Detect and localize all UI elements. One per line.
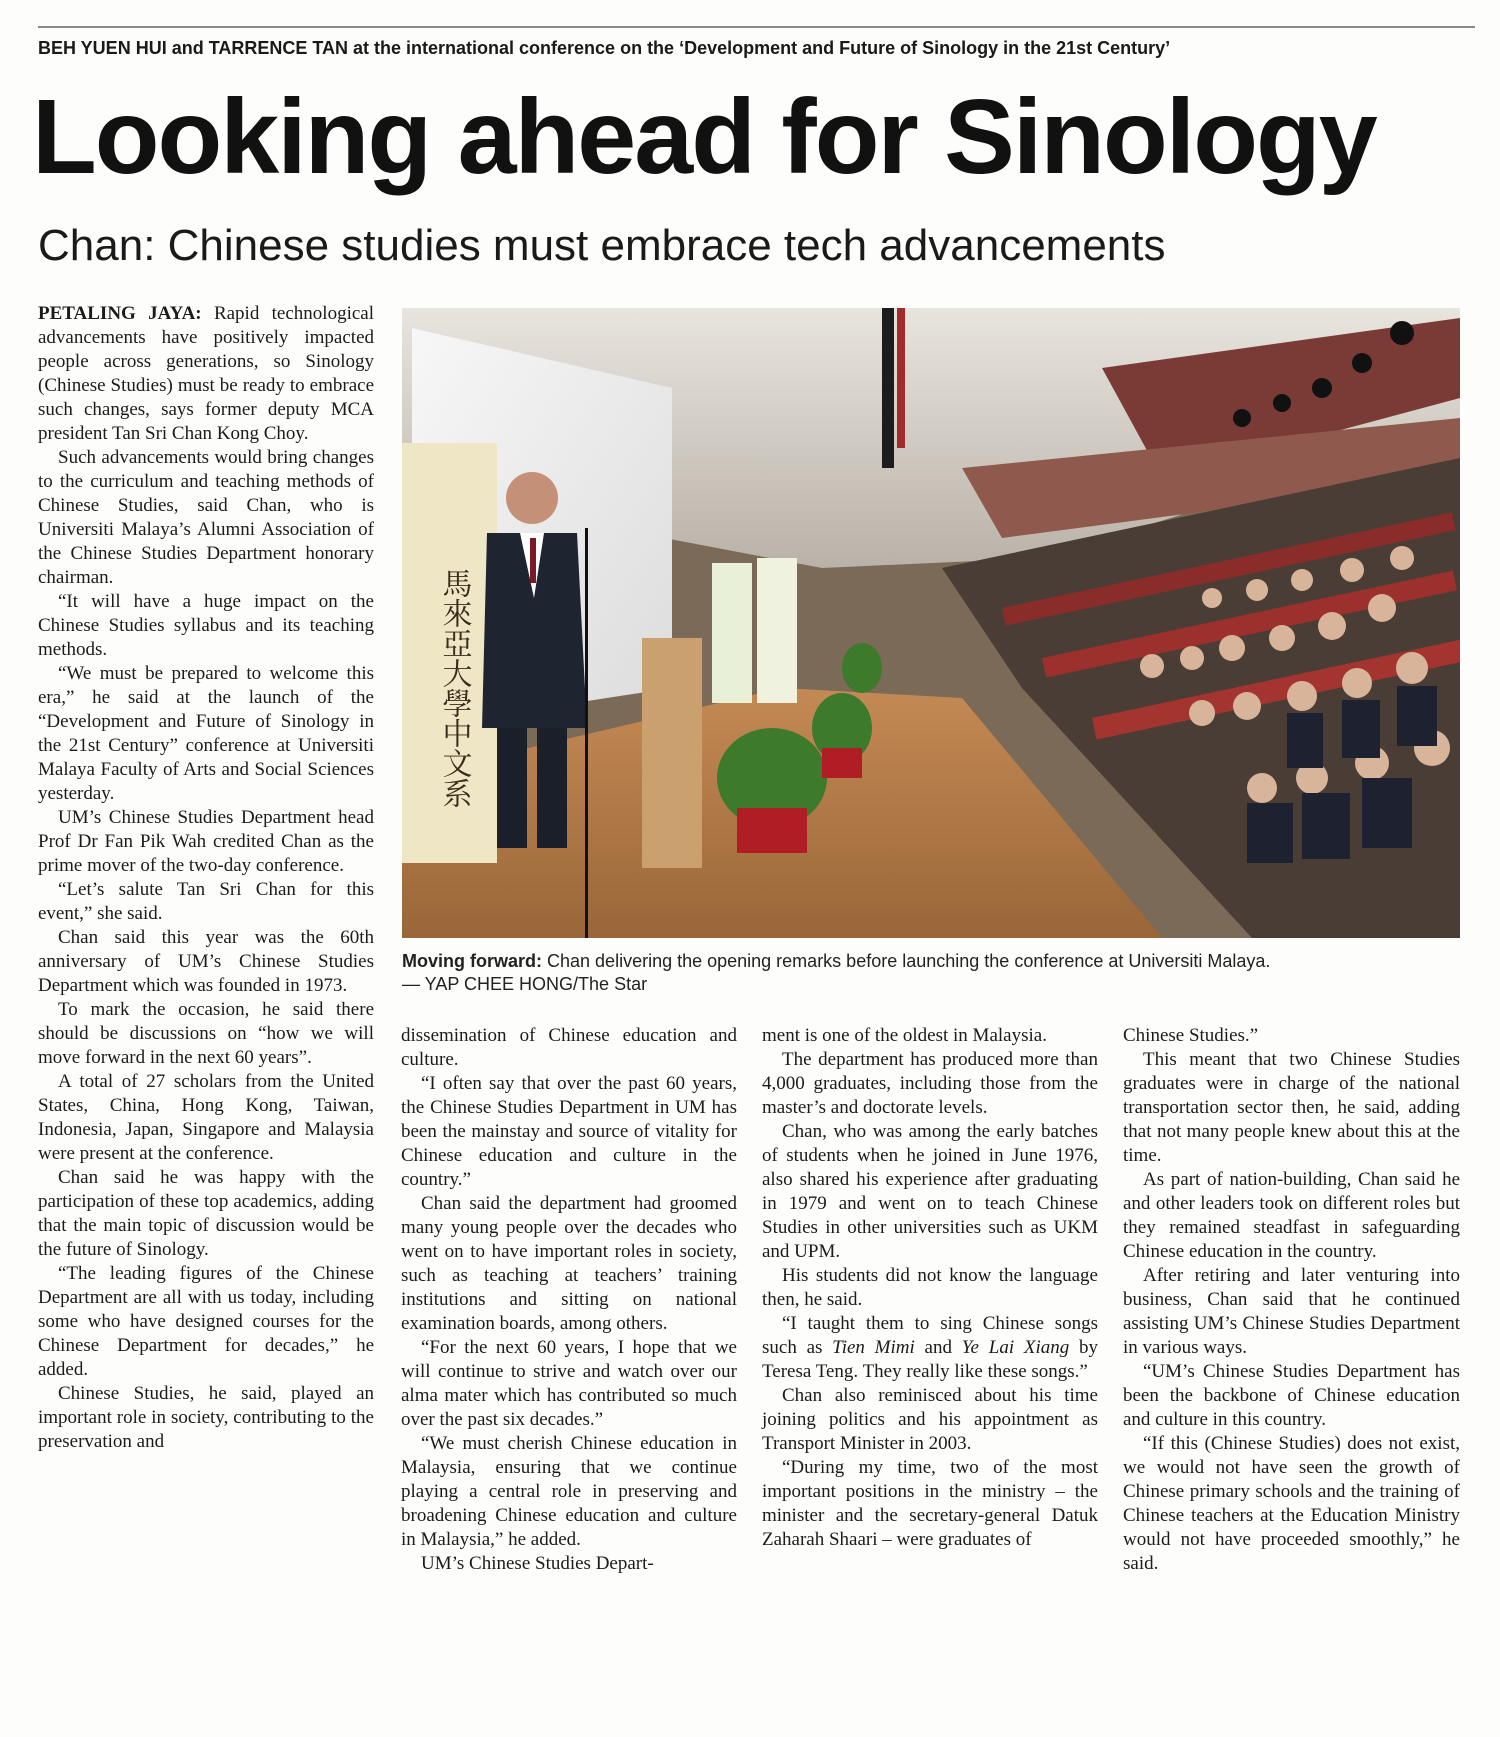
dateline: PETALING JAYA: xyxy=(38,303,202,324)
song-title: Ye Lai Xiang xyxy=(961,1337,1070,1358)
subheadline: Chan: Chinese studies must embrace tech advancements xyxy=(38,221,1166,270)
paragraph-text: Rapid technological advancements have positively impacted people across generations, so Sinology (Chinese Studies) must be ready to embrace such changes, says former deputy MCA president Tan Sri Chan Kong Choy. xyxy=(38,303,374,444)
paragraph: ment is one of the oldest in Malaysia. xyxy=(762,1025,1047,1046)
caption-lead: Moving forward: xyxy=(402,951,542,971)
song-title: Tien Mimi xyxy=(832,1337,915,1358)
paragraph: UM’s Chinese Studies Depart- xyxy=(421,1553,654,1574)
paragraph: “Let’s salute Tan Sri Chan for this event,” she said. xyxy=(38,879,374,924)
paragraph: “We must be prepared to welcome this era,” he said at the launch of the “Development and Future of Sinology in the 21st Century” conference at Universiti Malaya Faculty of Arts and Social Sciences yesterday. xyxy=(38,663,374,804)
paragraph: After retiring and later venturing into business, Chan said that he continued assisting UM’s Chinese Studies Department in various ways. xyxy=(1123,1265,1460,1358)
paragraph: “For the next 60 years, I hope that we will continue to strive and watch over our alma mater which has contributed so much over the past six decades.” xyxy=(401,1337,737,1430)
paragraph xyxy=(38,302,374,446)
paragraph-text: “I taught them to sing Chinese songs such as xyxy=(762,1313,1098,1358)
top-rule xyxy=(38,26,1475,28)
paragraph: To mark the occasion, he said there should be discussions on “how we will move forward in the next 60 years”. xyxy=(38,999,374,1068)
paragraph: Chan, who was among the early batches of students when he joined in June 1976, also shared his experience after graduating in 1979 and went on to teach Chinese Studies in other universities such as UKM and UPM. xyxy=(762,1121,1098,1262)
paragraph: Chan also reminisced about his time joining politics and his appointment as Transport Minister in 2003. xyxy=(762,1385,1098,1454)
paragraph: As part of nation-building, Chan said he and other leaders took on different roles but they remained steadfast in safeguarding Chinese education in the country. xyxy=(1123,1169,1460,1262)
paragraph: Chan said he was happy with the participation of these top academics, adding that the main topic of discussion would be the future of Sinology. xyxy=(38,1167,374,1260)
paragraph: Chinese Studies.” xyxy=(1123,1025,1259,1046)
paragraph: This meant that two Chinese Studies graduates were in charge of the national transportation sector then, he said, adding that not many people knew about this at the time. xyxy=(1123,1049,1460,1166)
article-column-3 xyxy=(762,1024,1098,1552)
paragraph: “It will have a huge impact on the Chinese Studies syllabus and its teaching methods. xyxy=(38,591,374,660)
photo-credit: — YAP CHEE HONG/The Star xyxy=(402,974,648,994)
paragraph-text: and xyxy=(914,1337,962,1358)
paragraph: Chinese Studies, he said, played an important role in society, contributing to the preservation and xyxy=(38,1383,374,1452)
paragraph-text: by Teresa Teng. They really like these songs.” xyxy=(762,1337,1099,1382)
caption-text: Chan delivering the opening remarks before launching the conference at Universiti Malaya. xyxy=(547,951,1271,971)
paragraph: UM’s Chinese Studies Department head Prof Dr Fan Pik Wah credited Chan as the prime mover of the two-day conference. xyxy=(38,807,374,876)
paragraph: The department has produced more than 4,000 graduates, including those from the master’s and doctorate levels. xyxy=(762,1049,1098,1118)
article-column-1 xyxy=(38,302,374,1454)
paragraph xyxy=(762,1312,1098,1384)
byline: BEH YUEN HUI and TARRENCE TAN at the international conference on the ‘Development and Future of Sinology in the 21st Century’ xyxy=(38,38,1171,58)
paragraph: “We must cherish Chinese education in Malaysia, ensuring that we continue playing a central role in preserving and broadening Chinese education and culture in Malaysia,” he added. xyxy=(401,1433,737,1550)
article-column-4 xyxy=(1123,1024,1460,1576)
conference-photo xyxy=(402,308,1460,938)
headline: Looking ahead for Sinology xyxy=(32,78,1376,196)
paragraph: His students did not know the language then, he said. xyxy=(762,1265,1098,1310)
photo-caption xyxy=(402,950,1460,996)
banner-text: 馬來亞大學中文系 xyxy=(436,568,472,808)
paragraph: “UM’s Chinese Studies Department has been the backbone of Chinese education and culture in this country. xyxy=(1123,1361,1460,1430)
article-column-2 xyxy=(401,1024,737,1576)
paragraph: “The leading figures of the Chinese Department are all with us today, including some who have designed courses for the Chinese Department for decades,” he added. xyxy=(38,1263,374,1380)
paragraph: dissemination of Chinese education and culture. xyxy=(401,1025,737,1070)
paragraph: “During my time, two of the most important positions in the ministry – the minister and the secretary-general Datuk Zaharah Shaari – were graduates of xyxy=(762,1457,1098,1550)
conference-photo-illustration xyxy=(402,308,1460,938)
paragraph: “I often say that over the past 60 years, the Chinese Studies Department in UM has been the mainstay and source of vitality for Chinese education and culture in the country.” xyxy=(401,1073,737,1190)
paragraph: A total of 27 scholars from the United States, China, Hong Kong, Taiwan, Indonesia, Japan, Singapore and Malaysia were present at the conference. xyxy=(38,1071,374,1164)
paragraph: Chan said the department had groomed many young people over the decades who went on to have important roles in society, such as teaching at teachers’ training institutions and sitting on national examination boards, among others. xyxy=(401,1193,737,1334)
paragraph: “If this (Chinese Studies) does not exist, we would not have seen the growth of Chinese primary schools and the training of Chinese teachers at the Education Ministry would not have proceeded smoothly,” he said. xyxy=(1123,1433,1460,1574)
paragraph: Such advancements would bring changes to the curriculum and teaching methods of Chinese Studies, said Chan, who is Universiti Malaya’s Alumni Association of the Chinese Studies Department honorary chairman. xyxy=(38,447,374,588)
paragraph: Chan said this year was the 60th anniversary of UM’s Chinese Studies Department which was founded in 1973. xyxy=(38,927,374,996)
